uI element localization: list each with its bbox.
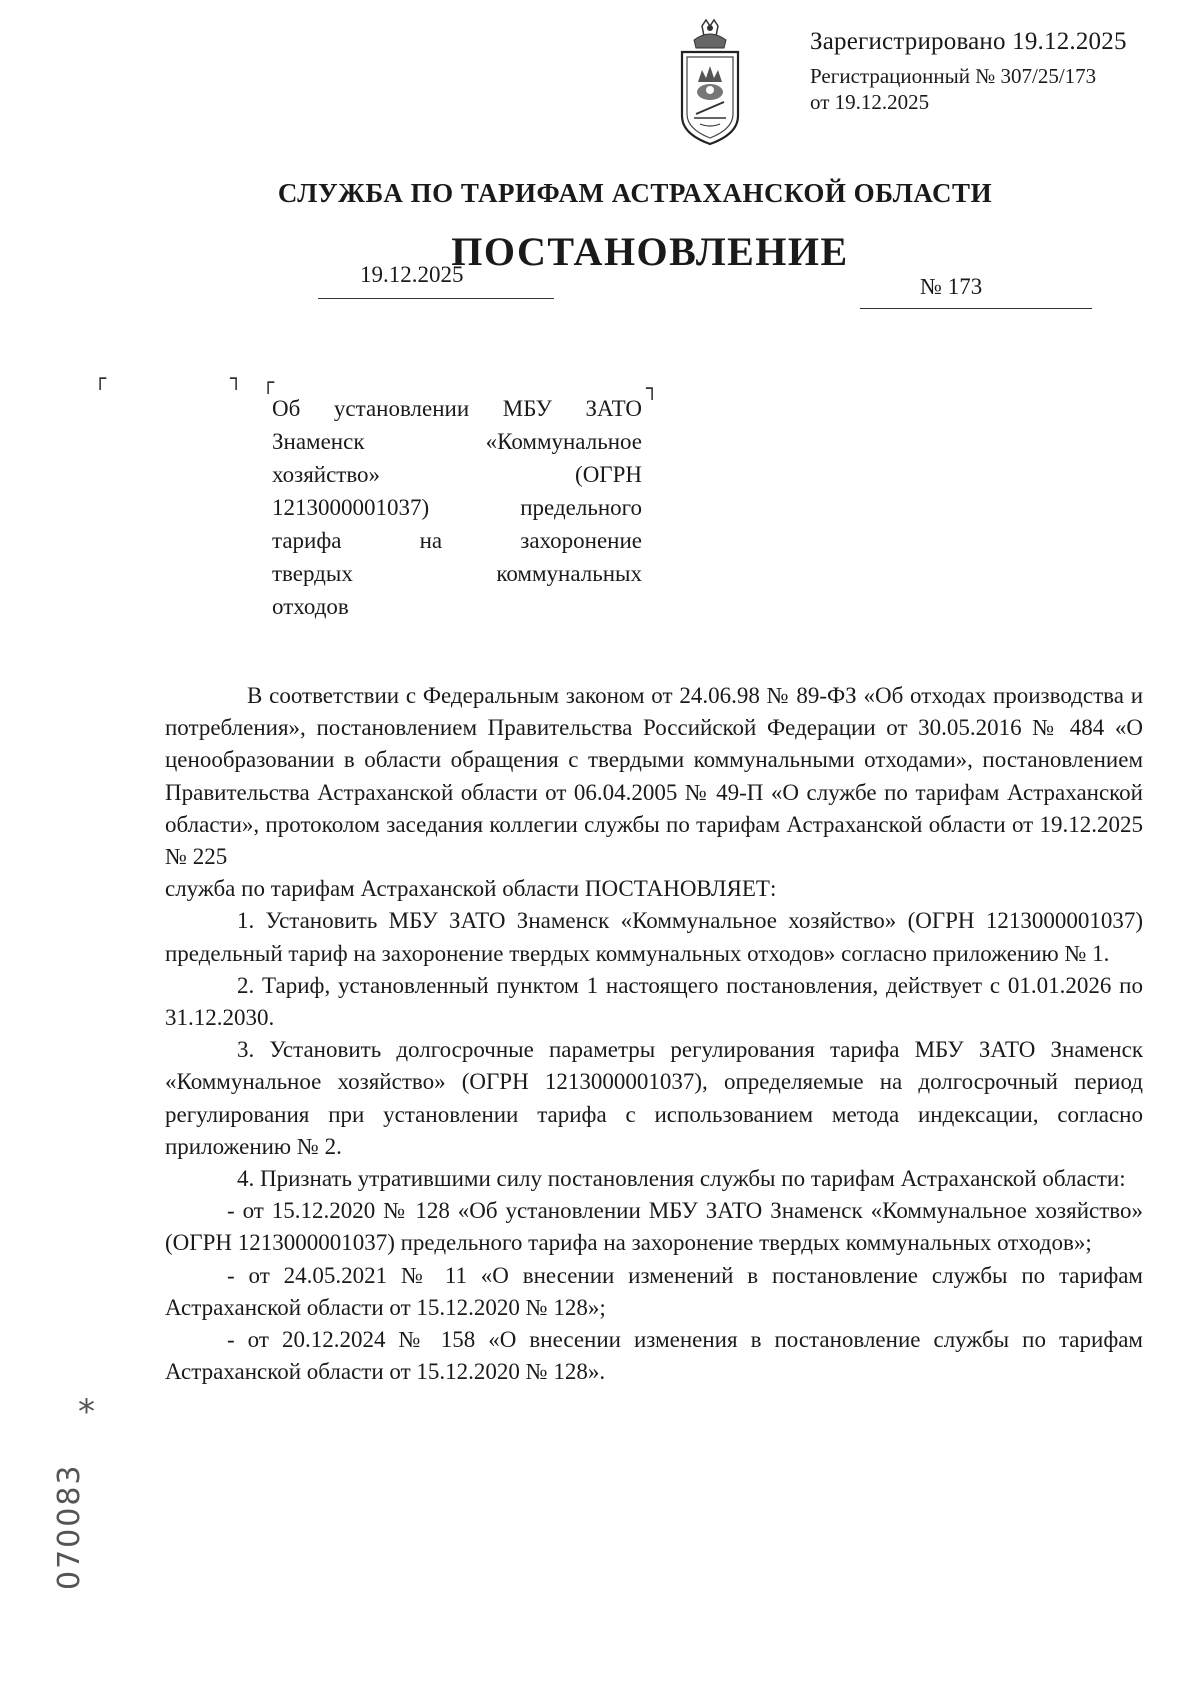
subject-line: тарифа на захоронение <box>272 528 642 553</box>
paragraph-repeal-1: - от 15.12.2020 № 128 «Об установлении МБУ ЗАТО Знаменск «Коммунальное хозяйство» (ОГРН 1213000001037) предельного тарифа на захоронение твердых коммунальных отходов»; <box>165 1198 1143 1256</box>
subject-line: твердых коммунальных <box>272 561 642 586</box>
paragraph-item-3: 3. Установить долгосрочные параметры регулирования тарифа МБУ ЗАТО Знаменск «Коммунальное хозяйство» (ОГРН 1213000001037), определяемые на долгосрочный период регулирования при установлении тарифа с использованием метода индексации, согласно приложению № 2. <box>165 1037 1143 1159</box>
paragraph-item-1: 1. Установить МБУ ЗАТО Знаменск «Коммунальное хозяйство» (ОГРН 1213000001037) предельный тариф на захоронение твердых коммунальных отходов» согласно приложению № 1. <box>165 908 1143 966</box>
date-underline <box>318 298 554 299</box>
agency-title: СЛУЖБА ПО ТАРИФАМ АСТРАХАНСКОЙ ОБЛАСТИ <box>277 178 993 208</box>
side-asterisk-mark: * <box>78 1392 95 1432</box>
corner-mark-subject-right: ┐ <box>646 376 659 400</box>
paragraph-preamble: В соответствии с Федеральным законом от 24.06.98 № 89-ФЗ «Об отходах производства и потребления», постановлением Правительства Российской Федерации от 30.05.2016 № 484 «О ценообразовании в области обращения с твердыми коммунальными отходами», постановлением Правительства Астраханской области от 06.04.2005 № 49-П «О службе по тарифам Астраханской области», протоколом заседания коллегии службы по тарифам Астраханской области от 19.12.2025 № 225 <box>165 683 1143 870</box>
subject-line: Об установлении МБУ ЗАТО <box>272 396 642 421</box>
document-subject <box>272 392 642 623</box>
paragraph-repeal-3: - от 20.12.2024 № 158 «О внесении изменения в постановление службы по тарифам Астраханской области от 15.12.2020 № 128». <box>165 1327 1143 1385</box>
document-body <box>165 680 1143 1388</box>
subject-line: Знаменск «Коммунальное <box>272 429 642 454</box>
side-serial-code: 070083 <box>52 1463 87 1590</box>
corner-mark-subject-inner: ┌ <box>262 370 275 394</box>
subject-line: отходов <box>272 594 349 619</box>
coat-of-arms-emblem <box>672 18 748 152</box>
registration-number: Регистрационный № 307/25/173 <box>810 64 1097 88</box>
corner-mark-left: ┌ <box>94 366 107 390</box>
subject-line: 1213000001037) предельного <box>272 495 642 520</box>
document-number: № 173 <box>920 274 983 299</box>
document-date: 19.12.2025 <box>360 262 464 287</box>
number-underline <box>860 308 1092 309</box>
paragraph-repeal-2: - от 24.05.2021 № 11 «О внесении изменений в постановление службы по тарифам Астраханской области от 15.12.2020 № 128»; <box>165 1262 1143 1320</box>
subject-line: хозяйство» (ОГРН <box>272 462 642 487</box>
paragraph-item-4: 4. Признать утратившими силу постановления службы по тарифам Астраханской области: <box>237 1166 1126 1192</box>
corner-mark-subject-outer: ┐ <box>230 366 243 390</box>
paragraph-item-2: 2. Тариф, установленный пунктом 1 настоящего постановления, действует с 01.01.2026 по 31.12.2030. <box>165 972 1143 1031</box>
paragraph-resolves: служба по тарифам Астраханской области ПОСТАНОВЛЯЕТ: <box>165 876 777 902</box>
registration-date: от 19.12.2025 <box>810 90 930 114</box>
registration-line-1: Зарегистрировано 19.12.2025 <box>810 28 1127 55</box>
document-type-heading: ПОСТАНОВЛЕНИЕ <box>451 229 849 274</box>
